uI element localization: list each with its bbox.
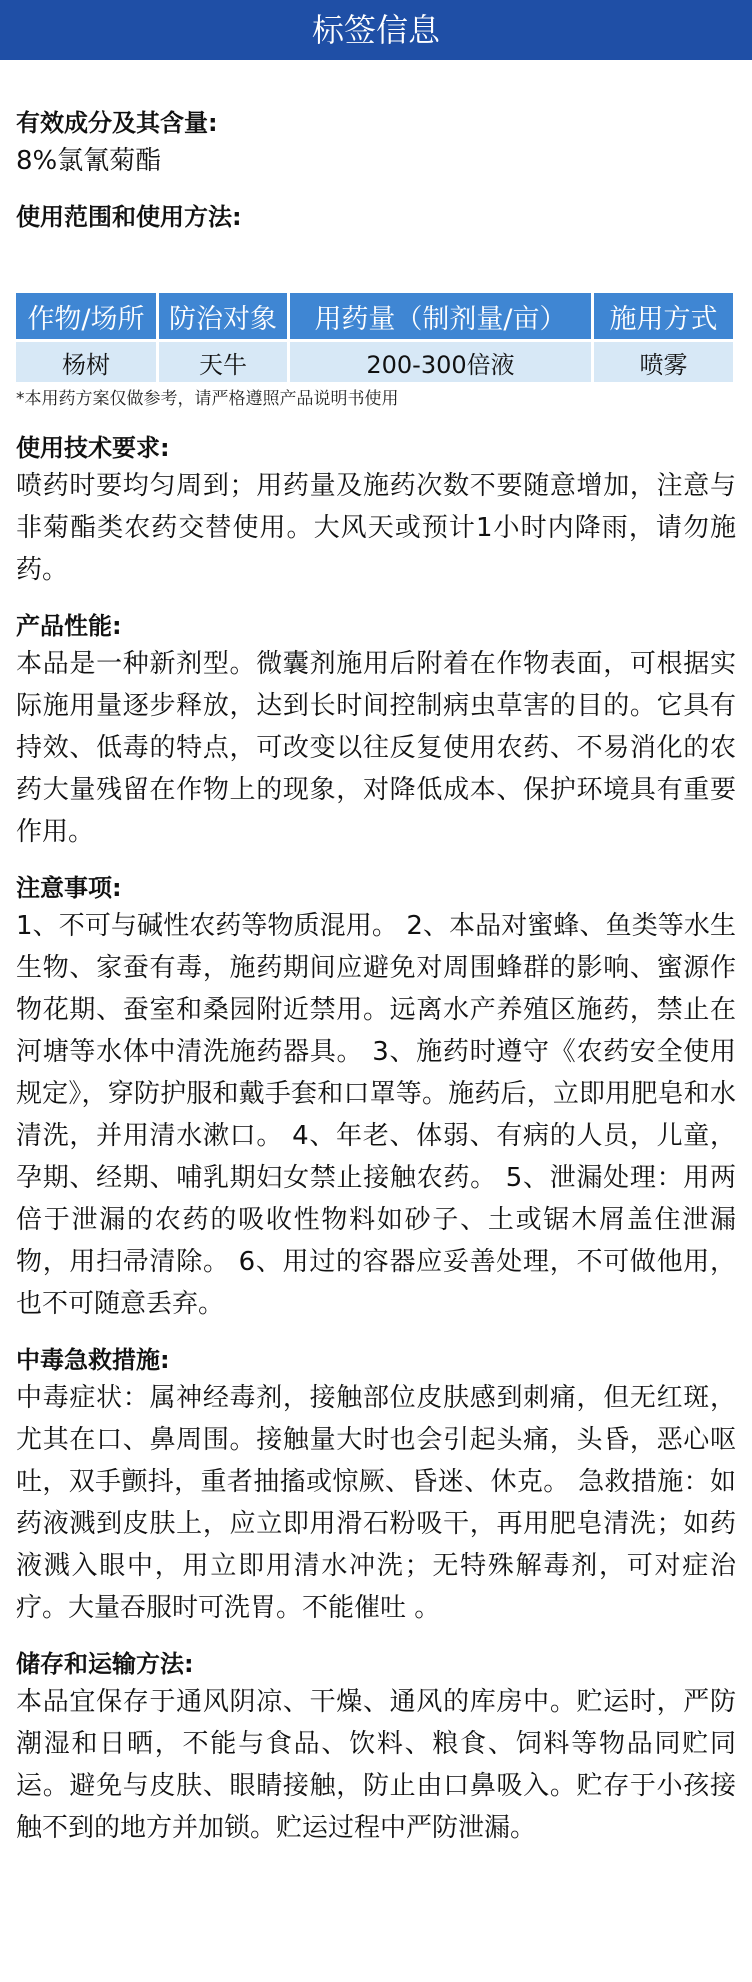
cell-crop: 杨树 [16, 342, 156, 382]
usage-heading: 使用范围和使用方法: [16, 203, 242, 231]
column-header-dosage: 用药量（制剂量/亩） [290, 293, 591, 339]
cell-method: 喷雾 [594, 342, 733, 382]
storage-transport-heading: 储存和运输方法: [16, 1650, 194, 1678]
label-content [0, 60, 752, 1849]
column-header-target: 防治对象 [159, 293, 287, 339]
product-performance-heading: 产品性能: [16, 612, 122, 640]
active-ingredient-value: 8%氯氰菊酯 [16, 146, 162, 176]
cell-target: 天牛 [159, 342, 287, 382]
page-title: 标签信息 [311, 11, 440, 49]
usage-table-header-row [16, 293, 733, 339]
page-header [0, 0, 752, 60]
technical-requirements-heading: 使用技术要求: [16, 434, 170, 462]
technical-requirements-text: 喷药时要均匀周到；用药量及施药次数不要随意增加，注意与非菊酯类农药交替使用。大风天或预计1小时内降雨，请勿施药。 [16, 471, 736, 585]
precautions-text: 1、不可与碱性农药等物质混用。 2、本品对蜜蜂、鱼类等水生生物、家蚕有毒，施药期间应避免对周围蜂群的影响、蜜源作物花期、蚕室和桑园附近禁用。远离水产养殖区施药，禁止在河塘等水体中清洗施药器具。 3、施药时遵守《农药安全使用规定》，穿防护服和戴手套和口罩等。施药后，立即用肥皂和水清洗，并用清水漱口。 4、年老、体弱、有病的人员，儿童，孕期、经期、哺乳期妇女禁止接触农药。 5、泄漏处理：用两倍于泄漏的农药的吸收性物料如砂子、土或锯木屑盖住泄漏物，用扫帚清除。 6、用过的容器应妥善处理，不可做他用，也不可随意丢弃。 [16, 911, 736, 1319]
product-performance-text: 本品是一种新剂型。微囊剂施用后附着在作物表面，可根据实际施用量逐步释放，达到长时间控制病虫草害的目的。它具有持效、低毒的特点，可改变以往反复使用农药、不易消化的农药大量残留在作物上的现象，对降低成本、保护环境具有重要作用。 [16, 649, 736, 847]
storage-transport-text: 本品宜保存于通风阴凉、干燥、通风的库房中。贮运时，严防潮湿和日晒，不能与食品、饮料、粮食、饲料等物品同贮同运。避免与皮肤、眼睛接触，防止由口鼻吸入。贮存于小孩接触不到的地方并加锁。贮运过程中严防泄漏。 [16, 1687, 736, 1843]
usage-table [13, 290, 736, 385]
column-header-method: 施用方式 [594, 293, 733, 339]
column-header-crop: 作物/场所 [16, 293, 156, 339]
active-ingredient-heading: 有效成分及其含量: [16, 109, 218, 137]
first-aid-heading: 中毒急救措施: [16, 1346, 170, 1374]
table-row [16, 342, 733, 382]
cell-dosage: 200-300倍液 [290, 342, 591, 382]
first-aid-text: 中毒症状：属神经毒剂，接触部位皮肤感到刺痛，但无红斑，尤其在口、鼻周围。接触量大时也会引起头痛，头昏，恶心呕吐，双手颤抖，重者抽搐或惊厥、昏迷、休克。 急救措施：如药液溅到皮肤上，应立即用滑石粉吸干，再用肥皂清洗；如药液溅入眼中，用立即用清水冲洗；无特殊解毒剂，可对症治疗。大量吞服时可洗胃。不能催吐 。 [16, 1383, 736, 1623]
precautions-heading: 注意事项: [16, 874, 122, 902]
usage-note: *本用药方案仅做参考，请严格遵照产品说明书使用 [16, 389, 399, 409]
